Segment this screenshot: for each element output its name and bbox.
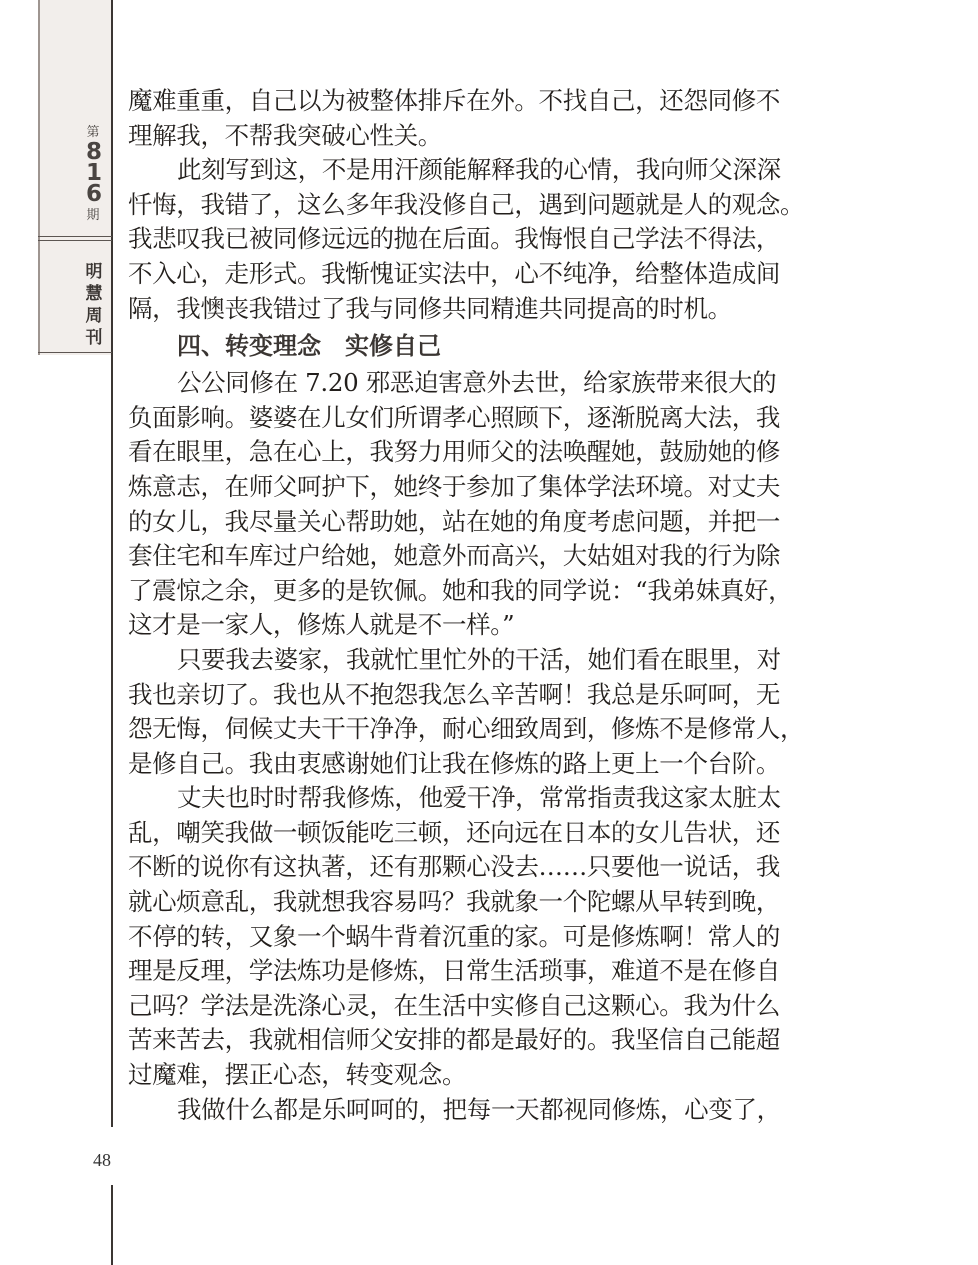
publication-masthead <box>82 261 106 349</box>
text-line: 理解我，不帮我突破心性关。 <box>128 120 442 150</box>
text-line: 苦来苦去，我就相信师父安排的都是最好的。我坚信自己能超 <box>128 1025 781 1055</box>
text-line: 炼意志，在师父呵护下，她终于参加了集体学法环境。对丈夫 <box>128 471 781 501</box>
issue-digits: 816 <box>86 139 103 207</box>
text-line: 隔，我懊丧我错过了我与同修共同精進共同提高的时机。 <box>128 293 732 323</box>
sidebar-divider <box>38 240 112 241</box>
text-line: 就心烦意乱，我就想我容易吗？我就象一个陀螺从早转到晚， <box>128 887 781 917</box>
issue-prefix: 第 <box>86 125 100 140</box>
masthead-char: 明 <box>85 262 103 282</box>
article-body <box>128 84 868 1127</box>
sidebar-bottom-rule <box>38 352 112 353</box>
text-line: 只要我去婆家，我就忙里忙外的干活，她们看在眼里，对 <box>177 644 781 674</box>
masthead-char: 刊 <box>85 328 103 348</box>
text-line: 此刻写到这，不是用汗颜能解释我的心情，我向师父深深 <box>177 155 781 185</box>
masthead-char: 慧 <box>85 284 103 304</box>
text-line: 不停的转，又象一个蜗牛背着沉重的家。可是修炼啊！常人的 <box>128 921 781 951</box>
text-line: 套住宅和车库过户给她，她意外而高兴，大姑姐对我的行为除 <box>128 541 781 571</box>
text-line: 乱，嘲笑我做一顿饭能吃三顿，还向远在日本的女儿告状，还 <box>128 817 781 847</box>
margin-rule-lower <box>111 1185 113 1265</box>
issue-number <box>78 124 108 227</box>
text-line: 理是反理，学法炼功是修炼，日常生活琐事，难道不是在修自 <box>128 956 781 986</box>
text-line: 我悲叹我已被同修远远的抛在后面。我悔恨自己学法不得法， <box>128 224 781 254</box>
sidebar-divider <box>38 236 112 237</box>
text-line: 怨无悔，伺候丈夫干干净净，耐心细致周到，修炼不是修常人， <box>128 714 805 744</box>
text-line: 的女儿，我尽量关心帮助她，站在她的角度考虑问题，并把一 <box>128 506 781 536</box>
text-line: 不入心，走形式。我惭愧证实法中，心不纯净，给整体造成间 <box>128 258 781 288</box>
masthead-char: 周 <box>85 306 103 326</box>
page-number: 48 <box>93 1150 111 1170</box>
text-line: 我也亲切了。我也从不抱怨我怎么辛苦啊！我总是乐呵呵，无 <box>128 679 781 709</box>
sidebar-edge <box>38 0 40 355</box>
text-line: 这才是一家人，修炼人就是不一样。” <box>128 610 515 640</box>
text-line: 魔难重重，自己以为被整体排斥在外。不找自己，还怨同修不 <box>128 86 781 115</box>
text-line: 忏悔，我错了，这么多年我没修自己，遇到问题就是人的观念。 <box>128 189 805 219</box>
text-line: 公公同修在 7.20 邪恶迫害意外去世，给家族带来很大的 <box>177 368 777 398</box>
text-line: 是修自己。我由衷感谢她们让我在修炼的路上更上一个台阶。 <box>128 748 781 778</box>
section-heading: 四、转变理念 实修自己 <box>177 332 441 361</box>
text-line: 不断的说你有这执著，还有那颗心没去……只要他一说话，我 <box>128 852 781 882</box>
issue-suffix: 期 <box>86 208 100 223</box>
text-line: 负面影响。婆婆在儿女们所谓孝心照顾下，逐渐脱离大法，我 <box>128 402 781 432</box>
text-line: 过魔难，摆正心态，转变观念。 <box>128 1060 467 1090</box>
text-line: 了震惊之余，更多的是钦佩。她和我的同学说：“我弟妹真好， <box>128 575 793 605</box>
text-line: 我做什么都是乐呵呵的，把每一天都视同修炼，心变了， <box>177 1094 781 1124</box>
text-line: 己吗？学法是洗涤心灵，在生活中实修自己这颗心。我为什么 <box>128 990 781 1020</box>
margin-rule <box>111 0 113 1127</box>
text-line: 看在眼里，急在心上，我努力用师父的法唤醒她，鼓励她的修 <box>128 437 781 467</box>
text-line: 丈夫也时时帮我修炼，他爱干净，常常指责我这家太脏太 <box>177 783 781 813</box>
